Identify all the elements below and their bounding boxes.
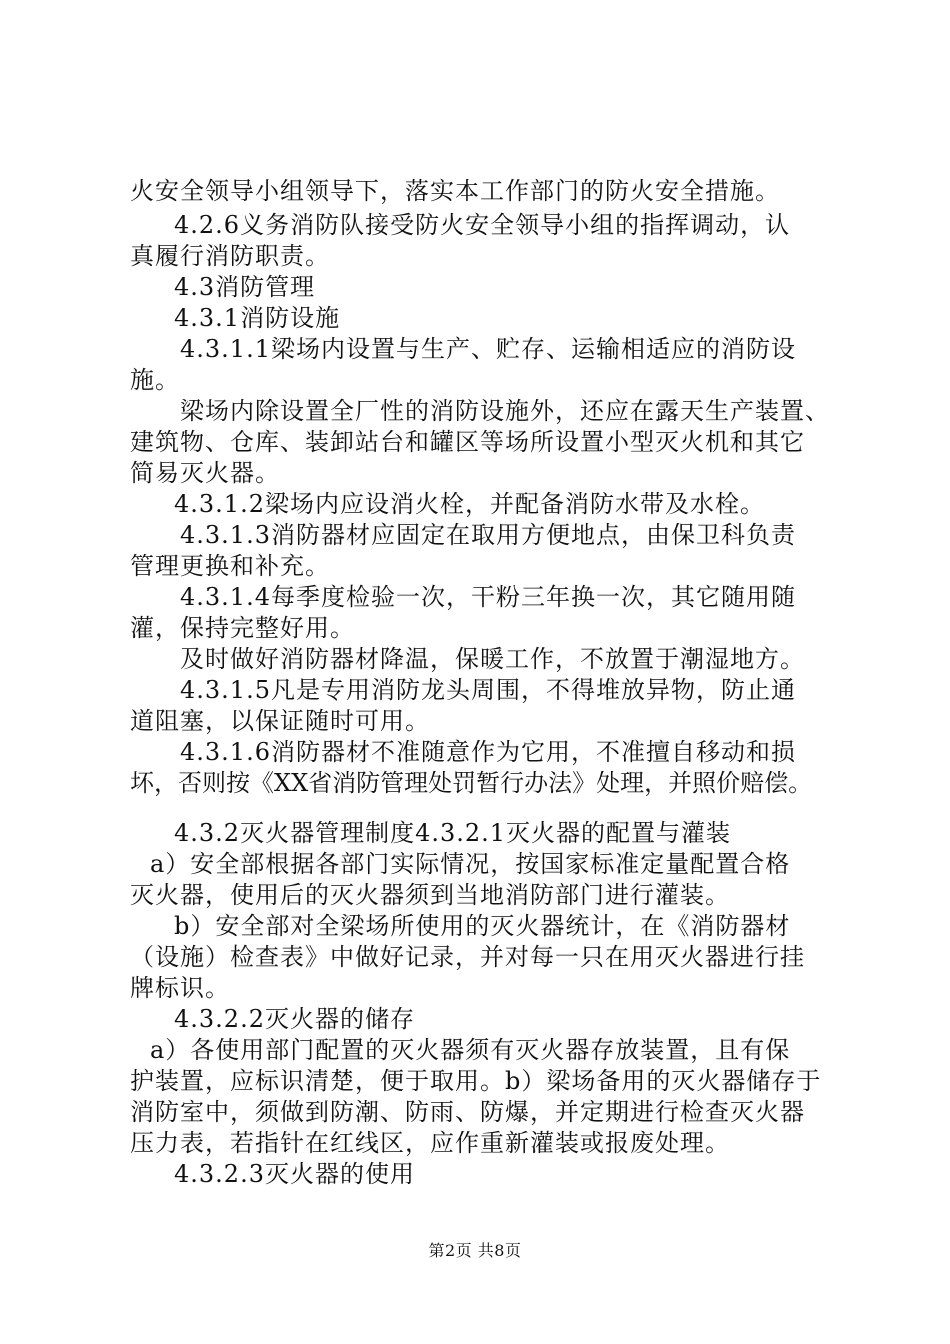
text-line: 简易灭火器。	[130, 459, 280, 487]
text-line: 4.3.1.6消防器材不准随意作为它用，不准擅自移动和损	[180, 738, 796, 766]
text-line: 灌，保持完整好用。	[130, 614, 355, 642]
text-line: 坏，否则按《XX省消防管理处罚暂行办法》处理，并照价赔偿。	[130, 769, 813, 797]
text-line: a）安全部根据各部门实际情况，按国家标准定量配置合格	[150, 850, 791, 878]
text-line: 施。	[130, 366, 180, 394]
text-line: 4.3.1.4每季度检验一次，干粉三年换一次，其它随用随	[180, 583, 796, 611]
section-heading: 4.3消防管理	[174, 273, 316, 301]
text-line: b）安全部对全梁场所使用的灭火器统计，在《消防器材	[174, 912, 791, 940]
text-line: 灭火器，使用后的灭火器须到当地消防部门进行灌装。	[130, 881, 730, 909]
text-line: 火安全领导小组领导下，落实本工作部门的防火安全措施。	[130, 177, 780, 205]
subsection-heading: 4.3.2.2灭火器的储存	[174, 1005, 415, 1033]
text-line: 真履行消防职责。	[130, 242, 330, 270]
text-line: 4.3.1.3消防器材应固定在取用方便地点，由保卫科负责	[180, 521, 796, 549]
text-line: 4.3.1.5凡是专用消防龙头周围，不得堆放异物，防止通	[180, 676, 796, 704]
text-line: 牌标识。	[130, 974, 230, 1002]
text-line: 消防室中，须做到防潮、防雨、防爆，并定期进行检查灭火器	[130, 1098, 805, 1126]
text-line: 梁场内除设置全厂性的消防设施外，还应在露天生产装置、	[180, 397, 830, 425]
subsection-heading: 4.3.2.3灭火器的使用	[174, 1160, 415, 1188]
text-line: 管理更换和补充。	[130, 552, 330, 580]
subsection-heading: 4.3.1消防设施	[174, 304, 341, 332]
text-line: 护装置，应标识清楚，便于取用。b）梁场备用的灭火器储存于	[130, 1067, 822, 1095]
text-line: （设施）检查表》中做好记录，并对每一只在用灭火器进行挂	[130, 943, 805, 971]
text-line: 建筑物、仓库、装卸站台和罐区等场所设置小型灭火机和其它	[130, 428, 805, 456]
text-line: 4.2.6义务消防队接受防火安全领导小组的指挥调动，认	[174, 211, 791, 239]
text-line: 4.3.1.1梁场内设置与生产、贮存、运输相适应的消防设	[180, 335, 796, 363]
subsection-heading: 4.3.2灭火器管理制度4.3.2.1灭火器的配置与灌装	[174, 819, 732, 847]
text-line: 压力表，若指针在红线区，应作重新灌装或报废处理。	[130, 1129, 730, 1157]
text-line: 4.3.1.2梁场内应设消火栓，并配备消防水带及水栓。	[174, 490, 765, 518]
text-line: 道阻塞，以保证随时可用。	[130, 707, 430, 735]
text-line: 及时做好消防器材降温，保暖工作，不放置于潮湿地方。	[180, 645, 805, 673]
text-line: a）各使用部门配置的灭火器须有灭火器存放装置，且有保	[150, 1036, 791, 1064]
page-number-footer: 第2页 共8页	[428, 1241, 522, 1260]
